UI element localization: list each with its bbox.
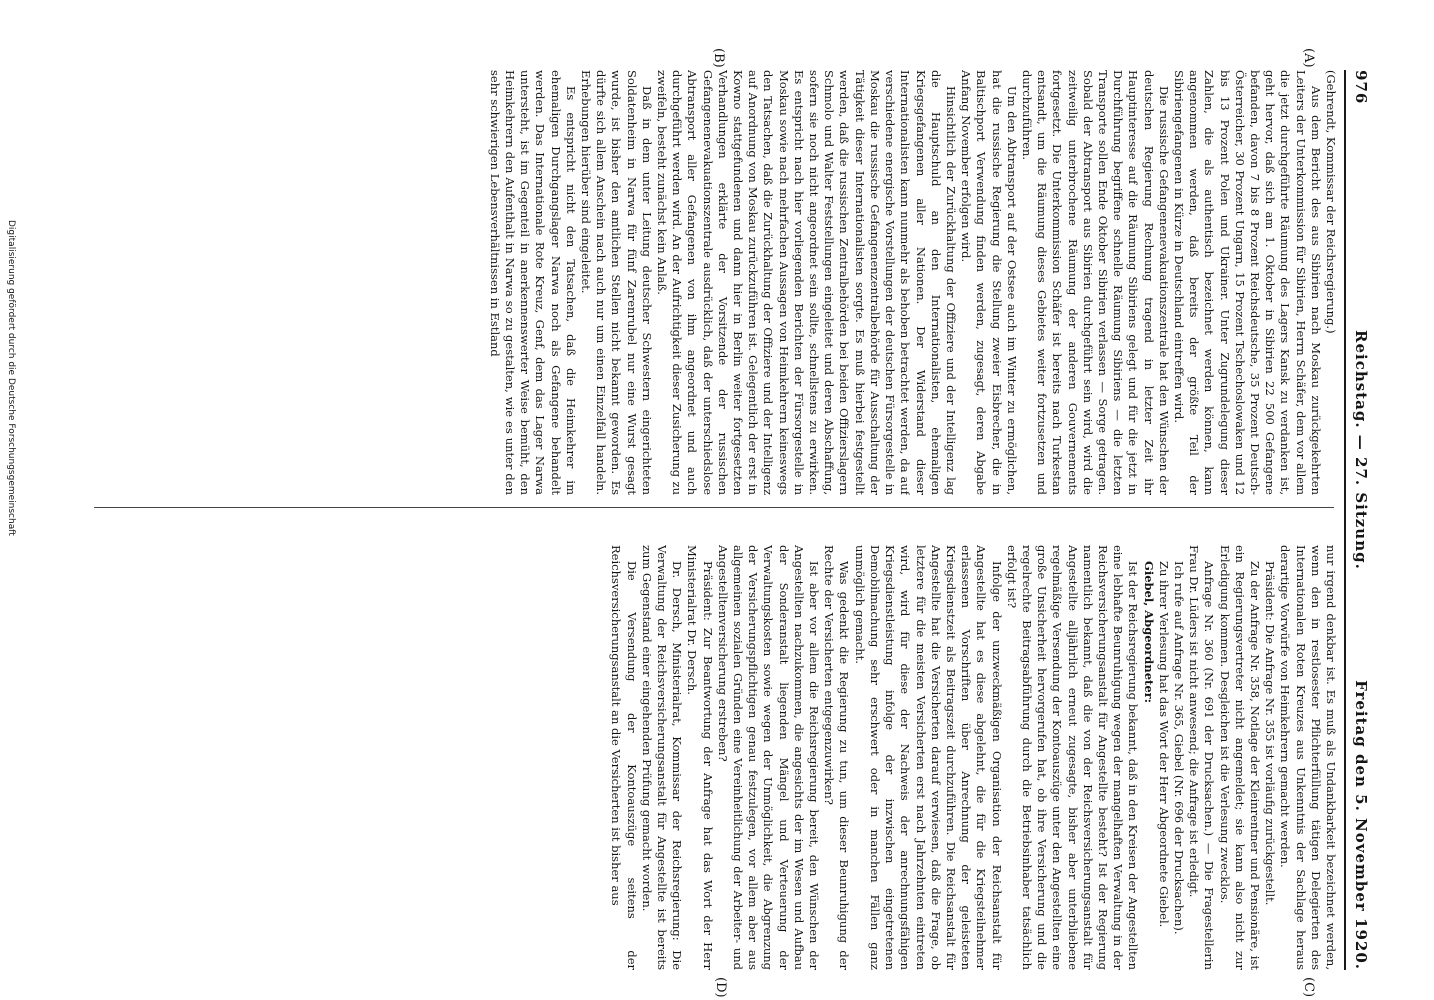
speaker-heading: Giebel, Abgeordneter: xyxy=(1141,561,1156,703)
paragraph: Ist aber vor allem die Reichsregierung bereit, den Wünschen der Angestellten nachzukommen, die angesichts der im Wesen und Aufbau der Sonderanstalt liegenden Mängel und Verteuerung der Verwaltungskosten sowie wegen der Unmöglichkeit, die Abgrenzung der Versicherungspflichtigen genau festzulegen, vor allem aber aus allgemeinen sozialen Gründen eine Vereinheitlichung der Arbeiter- und Angestelltenversicherung erstreben? xyxy=(715,545,822,970)
paragraph: Es entspricht nicht den Tatsachen, daß die Heimkehrer im ehemaligen Durchgangslager Narwa noch als Gefangene behandelt werden. Das Internationale Rote Kreuz, Genf, dem das Lager Narwa untersteht, ist im Gegenteil in anerkennenswerter Weise bemüht, den Heimkehrern den Aufenthalt in Narwa so zu gestalten, wie es unter den sehr schwierigen Lebensverhältnissen in Estland xyxy=(487,70,578,495)
margin-mark-a: (A) xyxy=(1301,48,1316,68)
margin-mark-b: (B) xyxy=(711,48,726,68)
paragraph: Daß in dem unter Leitung deutscher Schwestern eingerichteten Soldatenheim in Narwa für fünf Zarenrubel nur eine Wurst gesagt wurde, ist bisher den amtlichen Stellen nicht bekannt geworden. Es dürfte sich allem Anschein nach auch nur um einen Einzelfall handeln. Erhebungen hierüber sind eingeleitet. xyxy=(579,70,654,495)
paragraph: Präsident: Die Anfrage Nr. 355 ist vorläufig zurückgestellt. xyxy=(1263,561,1278,906)
header-title: Reichstag. — 27. Sitzung. xyxy=(1352,330,1370,570)
paragraph: Präsident: Zur Beantwortung der Anfrage hat das Wort der Herr Ministerialrat Dr. Dersch. xyxy=(685,545,715,970)
column-divider xyxy=(94,507,1334,508)
margin-mark-c: (C) xyxy=(1301,977,1316,998)
page-header xyxy=(1344,70,1372,970)
footer-credit: Digitalisierung gefördert durch die Deutsche Forschungsgemeinschaft xyxy=(6,220,16,536)
paragraph: Anfrage Nr. 360 (Nr. 691 der Drucksachen.) — Die Fragestellerin Frau Dr. Lüders ist nicht anwesend; die Anfrage ist erledigt. xyxy=(1187,545,1217,970)
margin-mark-d: (D) xyxy=(713,977,728,998)
paragraph: Aus dem Bericht des aus Sibirien nach Moskau zurückgekehrten Leiters der Unterkommission für Sibirien, Herrn Schäfer, dem vor allem die jetzt durchgeführte Räumung des Lagers Kansk zu verdanken ist, geht hervor, daß sich am 1. Oktober in Sibirien 22 500 Gefangene befanden, davon 7 bis 8 Prozent Reichsdeutsche, 35 Prozent Deutsch-Österreicher, 30 Prozent Ungarn, 15 Prozent Tschechoslowaken und 12 bis 13 Prozent Polen und Ukrainer. Unter Zugrundelegung dieser Zahlen, die als authentisch bezeichnet werden können, kann angenommen werden, daß bereits der größte Teil der Sibiriengefangenen in Kürze in Deutschland eintreffen wird. xyxy=(1171,70,1323,495)
paragraph: Die Versendung der Kontoauszüge seitens der Reichsversicherungsanstalt an die Versicherten ist bisher aus xyxy=(609,545,639,970)
paragraph: Die russische Gefangenenevakuationszentrale hat den Wünschen der deutschen Regierung Rechnung tragend in letzter Zeit ihr Hauptinteresse auf die Räumung Sibiriens gelegt und für die jetzt in Durchführung begriffene schnelle Räumung Sibiriens — die letzten Transporte sollen Ende Oktober Sibirien verlassen — Sorge getragen. Sobald der Abtransport aus Sibirien durchgeführt sein wird, wird die zeitweilig unterbrochene Räumung der anderen Gouvernements fortgesetzt. Die Unterkommission Schäfer ist bereits nach Turkestan entsandt, um die Räumung dieses Gebietes weiter fortzusetzen und durchzuführen. xyxy=(1019,70,1171,495)
paragraph: Ist der Reichsregierung bekannt, daß in den Kreisen der Angestellten eine lebhafte Beunruhigung wegen der mangelhaften Verwaltung in der Reichsversicherungsanstalt für Angestellte besteht? Ist der Regierung namentlich bekannt, daß die von der Reichsversicherungsanstalt für Angestellte alljährlich erneut zugesagte, bisher aber unterbliebene regelmäßige Versendung der Kontoauszüge unter den Angestellten eine große Unsicherheit hervorgerufen hat, ob ihre Versicherung und die regelrechte Beitragsabführung durch die Betriebsinhaber tatsächlich erfolgt ist? xyxy=(1004,545,1141,970)
digitization-footer xyxy=(0,0,30,1000)
paragraph: Dr. Dersch, Ministerialrat, Kommissar der Reichsregierung: Die Verwaltung der Reichsversicherungsanstalt für Angestellte ist bereits zum Gegenstand einer eingehenden Prüfung gemacht worden. xyxy=(639,545,685,970)
paragraph: (Gehrendt, Kommissar der Reichsregierung.) xyxy=(1324,70,1338,334)
paragraph: Ich rufe auf Anfrage Nr. 365, Giebel (Nr. 696 der Drucksachen). xyxy=(1171,561,1186,935)
right-column xyxy=(88,545,1338,970)
header-date: Freitag den 5. November 1920. xyxy=(1352,680,1370,970)
paragraph: Zu der Anfrage Nr. 358, Notlage der Kleinrentner und Pensionäre, ist ein Regierungsvertreter nicht angemeldet; sie kann also nicht zur Erledigung kommen. Desgleichen ist die Verlesung zwecklos. xyxy=(1217,545,1262,970)
paragraph: Hinsichtlich der Zurückhaltung der Offiziere und der Intelligenz lag die Hauptschuld an den Internationalisten, ehemaligen Kriegsgefangenen aller Nationen. Der Widerstand dieser Internationalisten kann nunmehr als behoben betrachtet werden, da auf verschiedene energische Vorstellungen der deutschen Fürsorgestelle in Moskau die russische Gefangenenzentralbehörde für Ausschaltung der Tätigkeit dieser Internationalisten sorgte. Es muß hierbei festgestellt werden, daß die russischen Zentralbehörden bei beiden Offizierslagern Schmolo und Walter Feststellungen eingeleitet und deren Abschaffung, sofern sie noch nicht angeordnet sein sollte, schnellstens zu erwirken. Es entspricht nach hier vorliegenden Berichten der Fürsorgestelle in Moskau sowie nach mehrfachen Aussagen von Heimkehrern keineswegs den Tatsachen, daß die Zurückhaltung der Offiziere und der Intelligenz auf Anordnung von Moskau zurückzuführen ist. Gelegentlich der erst in Kowno stattgefundenen und dann hier in Berlin weiter fortgesetzten Verhandlungen erklärte der Vorsitzende der russischen Gefangenenevakuationszentrale ausdrücklich, daß der unterschiedslose Abtransport aller Gefangenen von ihm angeordnet und auch durchgeführt werden wird. An der Aufrichtigkeit dieser Zusicherung zu zweifeln, besteht zunächst kein Anlaß. xyxy=(655,70,958,495)
paragraph: nur irgend denkbar ist. Es muß als Undankbarkeit bezeichnet werden, wenn den in restlosester Pflichterfüllung tätigen Delegierten des Internationalen Roten Kreuzes aus Unkenntnis der Sachlage heraus derartige Vorwürfe von Heimkehrern gemacht werden. xyxy=(1278,545,1338,970)
left-column xyxy=(88,70,1338,495)
paragraph: Zu ihrer Verlesung hat das Wort der Herr Abgeordnete Giebel. xyxy=(1156,561,1171,928)
page-number: 976 xyxy=(1352,70,1370,105)
paragraph: Infolge der unzweckmäßigen Organisation der Reichsanstalt für Angestellte hat es diese abgelehnt, die für die Kriegsteilnehmer erlassenen Vorschriften über Anrechnung der geleisteten Kriegsdienstzeit als Beitragszeit durchzuführen. Die Reichsanstalt für Angestellte hat die Versicherten darauf verwiesen, daß die Frage, ob letztere für die meisten Versicherten erst nach Jahrzehnten eintreten wird, wird für diese der Nachweis der anrechnungsfähigen Kriegsdienstleistung infolge der inzwischen eingetretenen Demobilmachung sehr erschwert oder in manchen Fällen ganz unmöglich gemacht. xyxy=(852,545,1004,970)
paragraph: Was gedenkt die Regierung zu tun, um dieser Beunruhigung der Rechte der Versicherten entgegenzuwirken? xyxy=(822,545,852,970)
paragraph: Um den Abtransport auf der Ostsee auch im Winter zu ermöglichen, hat die russische Regierung die Stellung zweier Eisbrecher, die in Baltischport Verwendung finden werden, zugesagt, deren Abgabe Anfang November erfolgen wird. xyxy=(959,70,1019,495)
